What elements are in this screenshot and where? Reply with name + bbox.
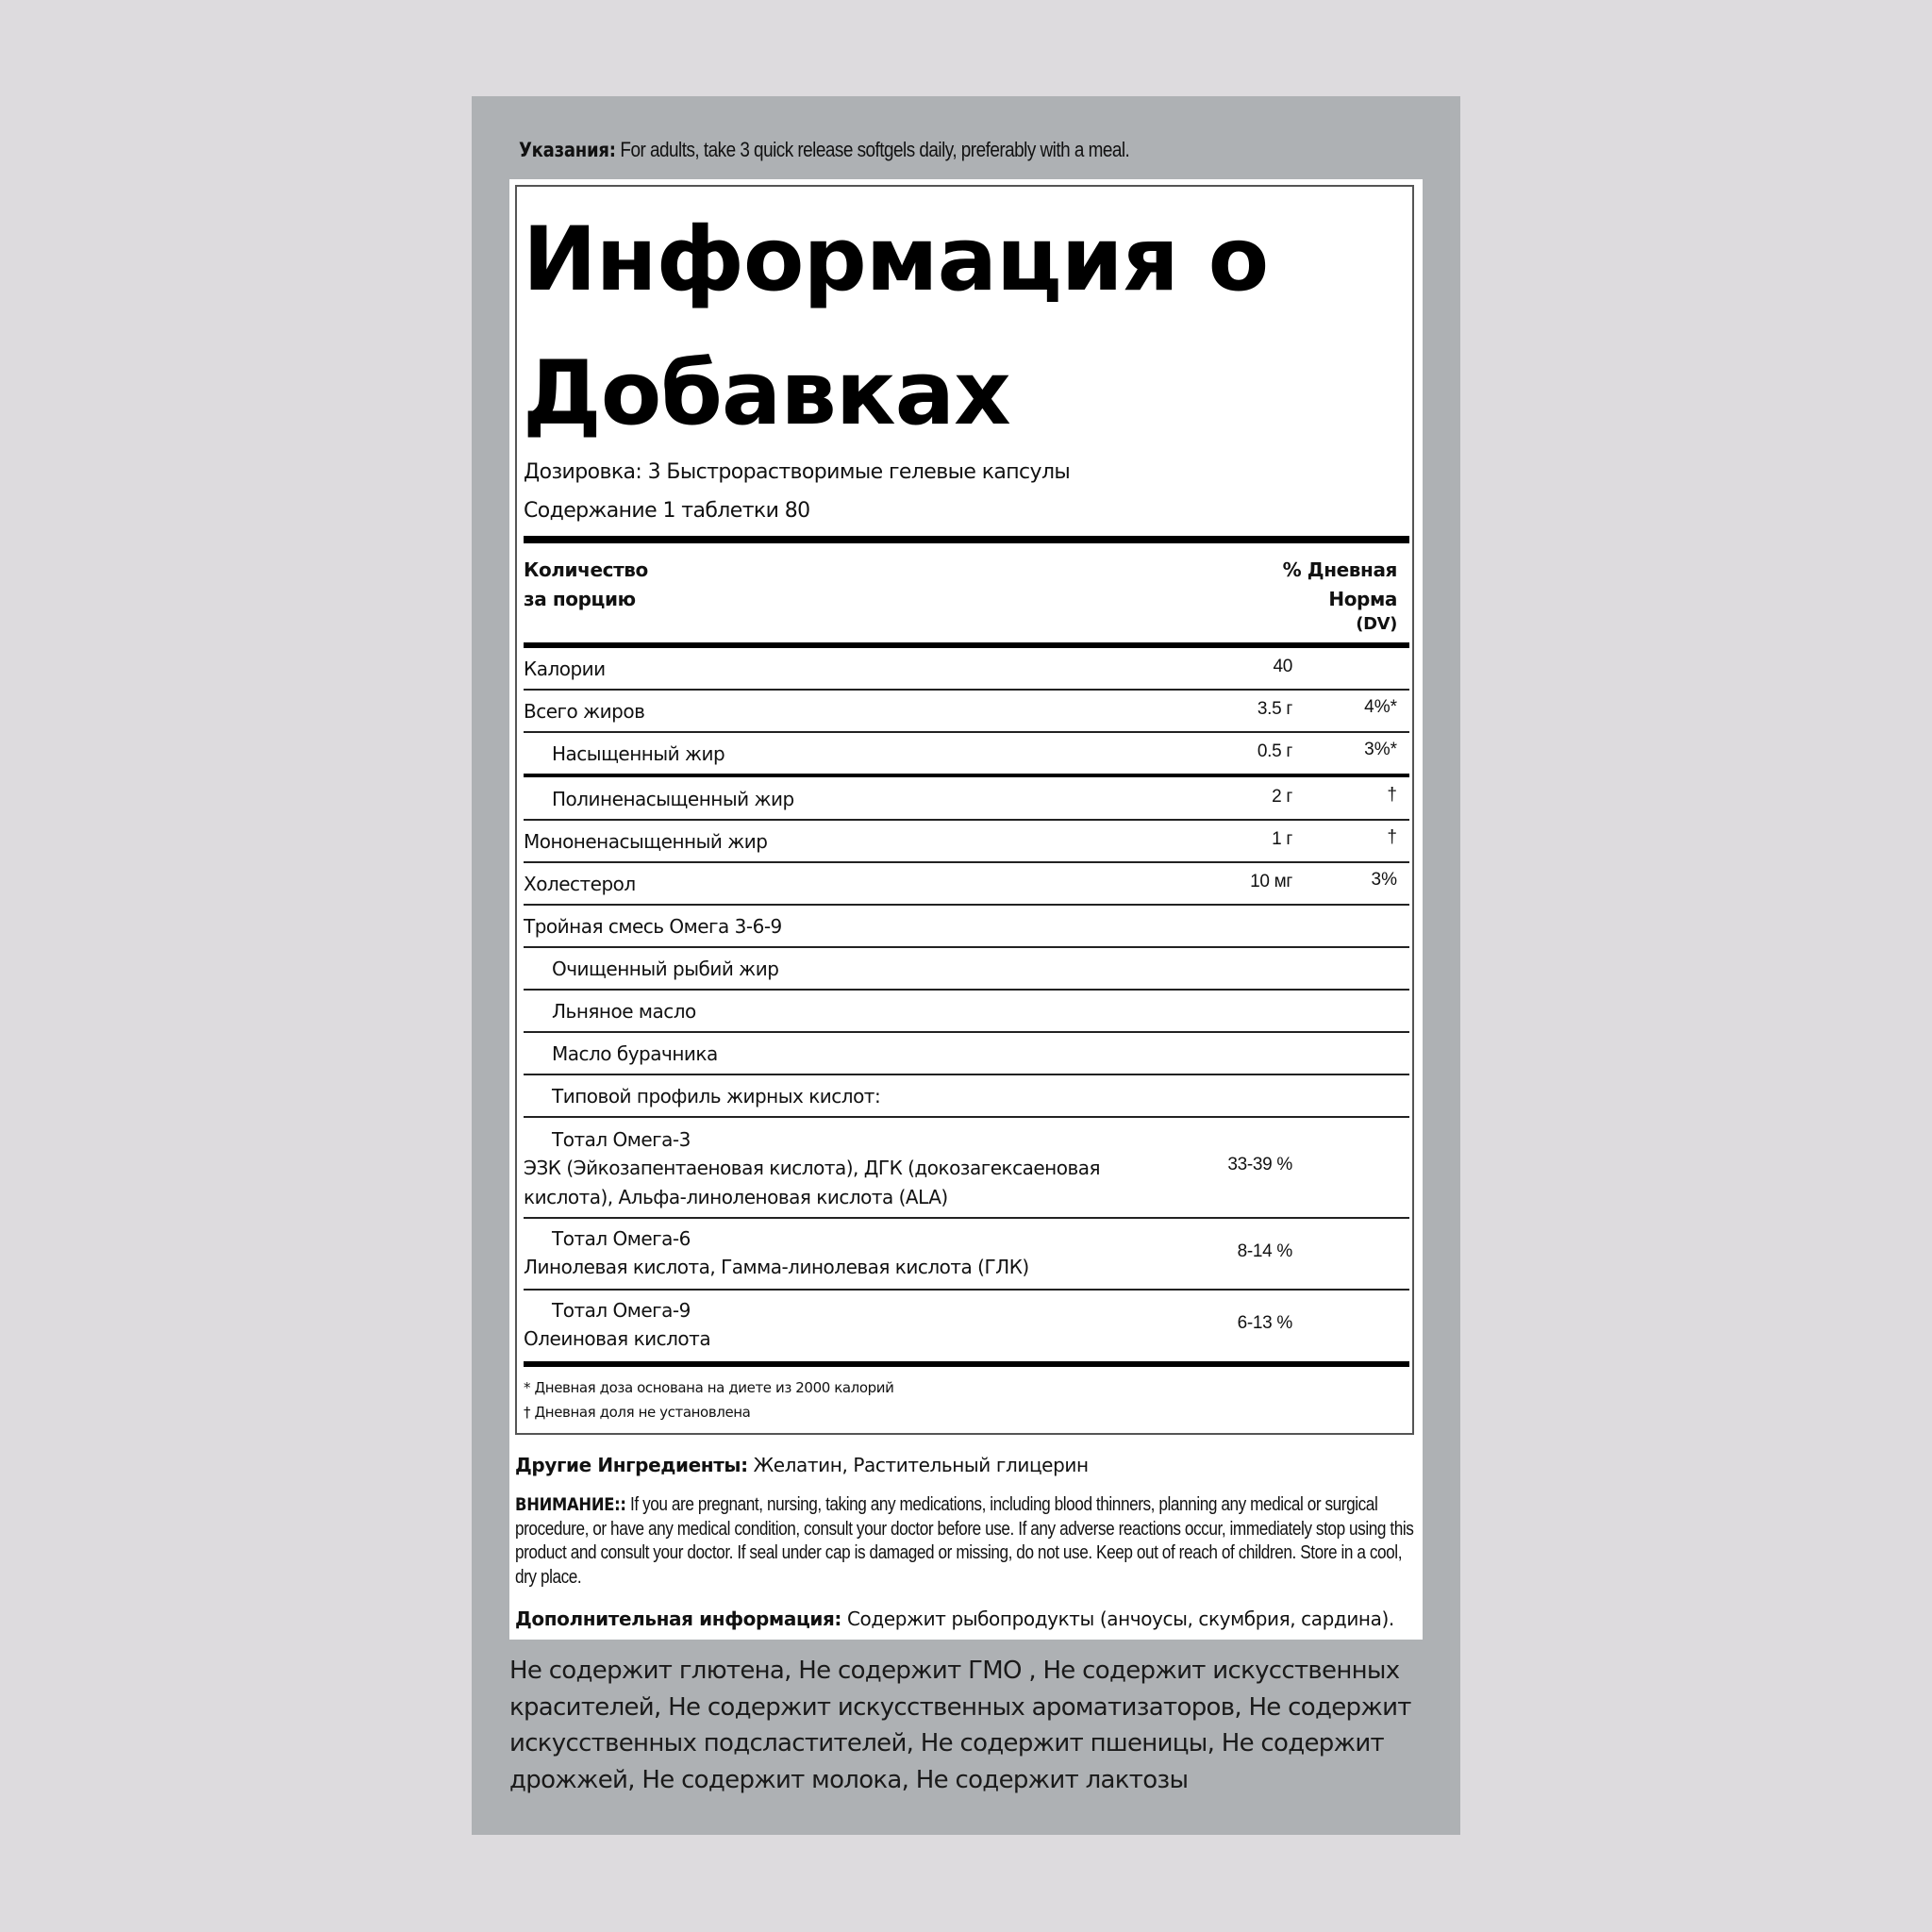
nutrient-amount: 0.5 г	[1257, 741, 1292, 761]
nutrient-amount: 10 мг	[1250, 872, 1292, 891]
other-ingredients-text: Желатин, Растительный глицерин	[747, 1454, 1089, 1476]
additional-info-label: Дополнительная информация:	[515, 1607, 842, 1630]
omega-title: Тотал Омега-6	[552, 1227, 691, 1250]
nutrient-name: Тройная смесь Омега 3-6-9	[524, 915, 782, 938]
nutrient-name: Всего жиров	[524, 700, 645, 723]
omega-amount: 6-13 %	[1237, 1313, 1292, 1333]
servings-per-container: Содержание 1 таблетки 80	[524, 499, 810, 523]
amount-per-serving-header	[524, 556, 648, 614]
table-row	[524, 906, 1409, 948]
nutrient-dv: 4%*	[1364, 697, 1397, 717]
warning-label: ВНИМАНИЕ::	[515, 1494, 626, 1515]
other-ingredients-label: Другие Ингредиенты:	[515, 1454, 748, 1476]
header-amount-line1: Количество	[524, 558, 648, 581]
omega-amount: 8-14 %	[1237, 1241, 1292, 1261]
facts-title: Информация о Добавках	[523, 208, 1269, 445]
free-from-claims: Не содержит глютена, Не содержит ГМО , Не содержит искусственных красителей, Не содержит искусственных ароматизаторов, Не содержит искусственных подсластителей, Не содержит пшеницы, Не содержит дрожжей, Не содержит молока, Не содержит лактозы	[509, 1657, 1411, 1794]
header-dv-line2: Норма	[1328, 588, 1397, 610]
divider-thick	[524, 1361, 1409, 1367]
table-row	[524, 991, 1409, 1033]
nutrient-amount: 40	[1273, 657, 1292, 676]
table-row	[524, 648, 1409, 691]
warning-text: If you are pregnant, nursing, taking any medications, including blood thinners, planning any medical or surgical procedure, or have any medical condition, consult your doctor before use. If any adverse reactions occur, immediately stop using this product and consult your doctor. If seal under cap is damaged or missing, do not use. Keep out of reach of children. Store in a cool, dry place.	[515, 1494, 1414, 1588]
table-row-omega-6	[524, 1219, 1409, 1291]
nutrient-name: Очищенный рыбий жир	[552, 958, 779, 980]
nutrient-name: Насыщенный жир	[552, 742, 725, 765]
additional-info	[515, 1607, 1411, 1630]
directions-label: Указания:	[519, 139, 616, 161]
footnote-not-established: † Дневная доля не установлена	[524, 1404, 751, 1421]
nutrient-name: Масло бурачника	[552, 1042, 718, 1065]
table-row	[524, 948, 1409, 991]
header-dv-line1: % Дневная	[1282, 558, 1397, 581]
header-amount-line2: за порцию	[524, 588, 636, 610]
nutrient-dv: †	[1387, 827, 1397, 847]
footnote-daily-value: * Дневная доза основана на диете из 2000 калорий	[524, 1379, 894, 1396]
table-row	[524, 863, 1409, 906]
daily-value-header	[1208, 556, 1397, 635]
nutrient-amount: 2 г	[1272, 787, 1292, 807]
nutrient-amount: 1 г	[1272, 829, 1292, 849]
omega-description: ЭЗК (Эйкозапентаеновая кислота), ДГК (докозагексаеновая	[524, 1157, 1101, 1179]
nutrient-amount: 3.5 г	[1257, 699, 1292, 719]
table-row	[524, 1075, 1409, 1118]
table-row	[524, 821, 1409, 863]
omega-description: Олеиновая кислота	[524, 1327, 711, 1350]
warning	[515, 1493, 1416, 1590]
table-row-omega-3	[524, 1118, 1409, 1219]
table-row	[524, 1033, 1409, 1075]
table-row	[524, 691, 1409, 733]
directions	[519, 138, 1129, 162]
table-row	[524, 733, 1409, 777]
additional-info-text: Содержит рыбопродукты (анчоусы, скумбрия, сардина).	[841, 1607, 1394, 1630]
omega-title: Тотал Омега-3	[552, 1128, 691, 1151]
omega-description: Линолевая кислота, Гамма-линолевая кислота (ГЛК)	[524, 1256, 1029, 1278]
nutrient-dv: 3%*	[1364, 740, 1397, 759]
nutrient-name: Калории	[524, 658, 606, 680]
nutrient-name: Льняное масло	[552, 1000, 696, 1023]
nutrient-dv: †	[1387, 785, 1397, 805]
omega-title: Тотал Омега-9	[552, 1299, 691, 1322]
nutrient-name: Мононенасыщенный жир	[524, 830, 768, 853]
table-row	[524, 777, 1409, 821]
omega-amount: 33-39 %	[1227, 1155, 1292, 1174]
table-row-omega-9	[524, 1291, 1409, 1362]
nutrient-name: Полиненасыщенный жир	[552, 788, 794, 810]
omega-description: кислота), Альфа-линоленовая кислота (ALA)	[524, 1186, 948, 1208]
other-ingredients	[515, 1454, 1411, 1476]
nutrient-dv: 3%	[1371, 870, 1397, 890]
nutrient-name: Типовой профиль жирных кислот:	[552, 1085, 881, 1108]
header-dv-line3: (DV)	[1356, 614, 1397, 634]
directions-text: For adults, take 3 quick release softgels daily, preferably with a meal.	[615, 138, 1130, 161]
divider-thick	[524, 536, 1409, 543]
serving-size: Дозировка: 3 Быстрорастворимые гелевые капсулы	[524, 460, 1071, 484]
nutrient-name: Холестерол	[524, 873, 636, 895]
